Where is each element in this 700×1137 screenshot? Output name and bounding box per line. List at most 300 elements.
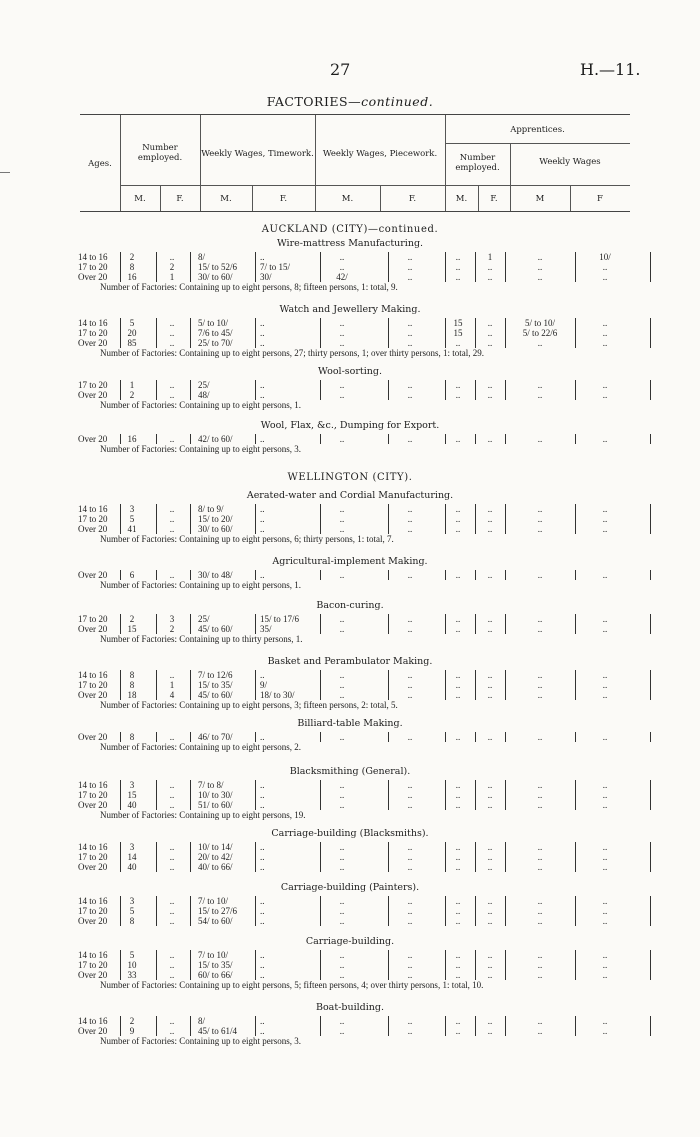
cell-pf: .. [407, 328, 413, 338]
cell-m: 3 [129, 842, 135, 852]
column-rule [320, 434, 321, 444]
table-row [70, 916, 650, 926]
column-rule [120, 842, 121, 872]
cell-pm: .. [339, 790, 345, 800]
cell-wf: .. [602, 624, 608, 634]
column-rule [190, 380, 191, 400]
cell-f: .. [169, 390, 175, 400]
cell-m: 2 [129, 614, 135, 624]
cell-pm: .. [339, 252, 345, 262]
cell-age: 17 to 20 [78, 328, 108, 338]
cell-wf: .. [602, 896, 608, 906]
column-rule [255, 896, 256, 926]
cell-am: .. [455, 896, 461, 906]
column-rule [120, 1016, 121, 1036]
table-row [70, 970, 650, 980]
cell-wm: .. [537, 272, 543, 282]
cell-tm: 10/ to 14/ [198, 842, 233, 852]
cell-af: .. [487, 272, 493, 282]
cell-tf: 15/ to 17/6 [260, 614, 300, 624]
cell-m: 18 [127, 690, 137, 700]
column-rule [505, 434, 506, 444]
cell-af: .. [487, 338, 493, 348]
column-rule [650, 318, 651, 348]
cell-wf: .. [602, 842, 608, 852]
table-header [80, 114, 630, 212]
cell-f: .. [169, 800, 175, 810]
cell-af: .. [487, 434, 493, 444]
cell-pm: .. [339, 842, 345, 852]
column-rule [320, 570, 321, 580]
cell-af: .. [487, 390, 493, 400]
cell-m: 40 [127, 800, 137, 810]
cell-af: 1 [487, 252, 493, 262]
cell-af: .. [487, 680, 493, 690]
cell-pf: .. [407, 380, 413, 390]
cell-pf: .. [407, 842, 413, 852]
table-row [70, 338, 650, 348]
cell-f: .. [169, 862, 175, 872]
table-row [70, 624, 650, 634]
cell-tf: .. [260, 318, 265, 328]
column-rule [156, 614, 157, 634]
column-rule [475, 670, 476, 700]
cell-age: Over 20 [78, 272, 108, 282]
column-rule [156, 380, 157, 400]
cell-f: 1 [169, 680, 175, 690]
cell-tm: 25/ [198, 614, 210, 624]
cell-age: Over 20 [78, 390, 108, 400]
cell-wf: .. [602, 680, 608, 690]
cell-am: .. [455, 1016, 461, 1026]
cell-pf: .. [407, 800, 413, 810]
column-rule [475, 380, 476, 400]
table-row [70, 380, 650, 390]
column-rule [320, 614, 321, 634]
column-rule [575, 252, 576, 282]
cell-af: .. [487, 780, 493, 790]
cell-tm: 42/ to 60/ [198, 434, 233, 444]
column-rule [575, 780, 576, 810]
city-heading-auckland: AUCKLAND (CITY)—continued. [261, 224, 439, 235]
cell-pm: .. [339, 514, 345, 524]
header-wages-f: F [597, 194, 603, 204]
cell-pf: .. [407, 852, 413, 862]
table-row [70, 1026, 650, 1036]
header-app-wages: Weekly Wages [539, 157, 601, 167]
cell-age: 14 to 16 [78, 318, 108, 328]
column-rule [120, 380, 121, 400]
cell-af: .. [487, 790, 493, 800]
cell-wm: .. [537, 252, 543, 262]
cell-age: 14 to 16 [78, 896, 108, 906]
column-rule [156, 670, 157, 700]
cell-tm: 7/6 to 45/ [198, 328, 233, 338]
column-rule [650, 252, 651, 282]
cell-wm: .. [537, 842, 543, 852]
table-row [70, 1016, 650, 1026]
cell-tm: 25/ to 70/ [198, 338, 233, 348]
table-row [70, 524, 650, 534]
cell-af: .. [487, 524, 493, 534]
cell-af: .. [487, 1026, 493, 1036]
cell-age: 14 to 16 [78, 1016, 108, 1026]
cell-wf: .. [602, 852, 608, 862]
cell-tf: .. [260, 570, 265, 580]
cell-pf: .. [407, 906, 413, 916]
header-time-f: F. [279, 194, 288, 204]
table-row [70, 862, 650, 872]
cell-m: 5 [129, 318, 135, 328]
cell-age: 14 to 16 [78, 670, 108, 680]
header-weekly-timework: Weekly Wages, Timework. [201, 149, 314, 159]
cell-wm: .. [537, 732, 543, 742]
column-rule [190, 504, 191, 534]
cell-am: .. [455, 434, 461, 444]
cell-m: 3 [129, 780, 135, 790]
cell-m: 15 [127, 790, 137, 800]
cell-pm: .. [339, 916, 345, 926]
column-rule [475, 842, 476, 872]
column-rule [320, 732, 321, 742]
factories-note: Number of Factories: Containing up to eight persons, 5; fifteen persons, 4; over thirty persons, 1: total, 10. [100, 980, 484, 990]
cell-age: 14 to 16 [78, 780, 108, 790]
cell-am: .. [455, 800, 461, 810]
column-rule [156, 896, 157, 926]
cell-tf: .. [260, 950, 265, 960]
cell-f: .. [169, 780, 175, 790]
cell-wf: .. [602, 1016, 608, 1026]
table-row [70, 896, 650, 906]
cell-f: .. [169, 524, 175, 534]
column-rule [505, 732, 506, 742]
cell-m: 15 [127, 624, 137, 634]
cell-af: .. [487, 262, 493, 272]
cell-wm: .. [537, 504, 543, 514]
cell-m: 10 [127, 960, 137, 970]
section-title: Carriage-building. [305, 936, 395, 947]
column-rule [505, 896, 506, 926]
section-title: Watch and Jewellery Making. [279, 304, 421, 315]
cell-am: .. [455, 680, 461, 690]
column-rule [475, 614, 476, 634]
table-row [70, 852, 650, 862]
cell-pm: .. [339, 390, 345, 400]
cell-tf: .. [260, 1016, 265, 1026]
column-rule [650, 780, 651, 810]
cell-wf: .. [602, 916, 608, 926]
header-weekly-piecework: Weekly Wages, Piecework. [322, 149, 438, 159]
column-rule [156, 842, 157, 872]
cell-m: 20 [127, 328, 137, 338]
section-title: Aerated-water and Cordial Manufacturing. [246, 490, 454, 501]
cell-tf: .. [260, 328, 265, 338]
column-rule [475, 1016, 476, 1036]
cell-m: 2 [129, 252, 135, 262]
cell-pm: .. [339, 670, 345, 680]
cell-wf: .. [602, 262, 608, 272]
cell-tf: .. [260, 524, 265, 534]
header-app-m: M. [455, 194, 468, 204]
column-rule [575, 570, 576, 580]
column-rule [190, 670, 191, 700]
cell-m: 3 [129, 504, 135, 514]
cell-af: .. [487, 690, 493, 700]
column-rule [255, 380, 256, 400]
cell-tf: .. [260, 862, 265, 872]
cell-am: .. [455, 916, 461, 926]
column-rule [255, 842, 256, 872]
column-rule [120, 614, 121, 634]
table-row [70, 780, 650, 790]
cell-pm: .. [339, 690, 345, 700]
section-title: Basket and Perambulator Making. [267, 656, 433, 667]
cell-m: 33 [127, 970, 137, 980]
column-rule [120, 896, 121, 926]
cell-af: .. [487, 896, 493, 906]
document-code: H.—11. [580, 60, 641, 79]
header-app-f: F. [490, 194, 498, 204]
section-title: Billiard-table Making. [297, 718, 403, 729]
column-rule [505, 670, 506, 700]
cell-f: 1 [169, 272, 175, 282]
cell-pm: .. [339, 1026, 345, 1036]
column-rule [120, 780, 121, 810]
cell-m: 9 [129, 1026, 135, 1036]
cell-tm: 30/ to 60/ [198, 524, 233, 534]
header-piece-m: M. [341, 194, 354, 204]
cell-m: 5 [129, 950, 135, 960]
column-rule [445, 570, 446, 580]
column-rule [388, 670, 389, 700]
cell-wm: .. [537, 896, 543, 906]
cell-tf: 30/ [260, 272, 272, 282]
cell-wf: .. [602, 318, 608, 328]
cell-f: .. [169, 960, 175, 970]
column-rule [190, 318, 191, 348]
column-rule [575, 670, 576, 700]
column-rule [190, 780, 191, 810]
cell-am: .. [455, 842, 461, 852]
column-rule [156, 252, 157, 282]
column-rule [505, 950, 506, 980]
cell-am: .. [455, 862, 461, 872]
cell-m: 16 [127, 434, 137, 444]
column-rule [445, 252, 446, 282]
cell-pf: .. [407, 262, 413, 272]
cell-m: 8 [129, 670, 135, 680]
column-rule [255, 504, 256, 534]
column-rule [255, 732, 256, 742]
cell-m: 3 [129, 896, 135, 906]
cell-tm: 51/ to 60/ [198, 800, 233, 810]
column-rule [320, 670, 321, 700]
table-row [70, 252, 650, 262]
table-row [70, 950, 650, 960]
cell-wm: .. [537, 800, 543, 810]
cell-tf: .. [260, 906, 265, 916]
cell-pm: .. [339, 780, 345, 790]
cell-af: .. [487, 670, 493, 680]
column-rule [475, 504, 476, 534]
cell-pf: .. [407, 970, 413, 980]
cell-tm: 8/ [198, 1016, 206, 1026]
cell-am: .. [455, 624, 461, 634]
cell-wf: .. [602, 614, 608, 624]
cell-pf: .. [407, 272, 413, 282]
cell-age: Over 20 [78, 624, 108, 634]
cell-af: .. [487, 318, 493, 328]
cell-f: .. [169, 252, 175, 262]
cell-pm: .. [339, 524, 345, 534]
cell-am: .. [455, 338, 461, 348]
cell-f: .. [169, 338, 175, 348]
column-rule [190, 950, 191, 980]
title-continued: continued. [361, 94, 434, 109]
column-rule [505, 380, 506, 400]
column-rule [388, 842, 389, 872]
column-rule [255, 670, 256, 700]
cell-am: .. [455, 380, 461, 390]
cell-wm: .. [537, 690, 543, 700]
factories-note: Number of Factories: Containing up to eight persons, 3. [100, 444, 301, 454]
cell-wf: .. [602, 862, 608, 872]
column-rule [156, 1016, 157, 1036]
column-rule [388, 318, 389, 348]
cell-f: .. [169, 434, 175, 444]
cell-pf: .. [407, 690, 413, 700]
cell-pm: .. [339, 614, 345, 624]
factories-note: Number of Factories: Containing up to eight persons, 27; thirty persons, 1; over thirty persons, 1: total, 29. [100, 348, 484, 358]
cell-f: .. [169, 328, 175, 338]
cell-tf: 7/ to 15/ [260, 262, 291, 272]
column-rule [320, 842, 321, 872]
column-rule [388, 950, 389, 980]
column-rule [445, 318, 446, 348]
column-rule [445, 614, 446, 634]
table-row [70, 272, 650, 282]
column-rule [388, 780, 389, 810]
cell-f: .. [169, 380, 175, 390]
cell-tm: 10/ to 30/ [198, 790, 233, 800]
column-rule [156, 434, 157, 444]
cell-tf: 18/ to 30/ [260, 690, 295, 700]
cell-wm: .. [537, 960, 543, 970]
header-number-employed: Number employed. [137, 143, 183, 163]
table-row [70, 504, 650, 514]
margin-mark [0, 172, 10, 173]
column-rule [650, 732, 651, 742]
column-rule [575, 896, 576, 926]
cell-pm: .. [339, 862, 345, 872]
column-rule [445, 842, 446, 872]
cell-tm: 7/ to 8/ [198, 780, 224, 790]
column-rule [575, 434, 576, 444]
cell-f: .. [169, 1026, 175, 1036]
column-rule [575, 950, 576, 980]
column-rule [505, 780, 506, 810]
cell-f: .. [169, 318, 175, 328]
cell-tf: 9/ [260, 680, 268, 690]
cell-f: 2 [169, 262, 175, 272]
column-rule [650, 614, 651, 634]
cell-m: 8 [129, 916, 135, 926]
cell-af: .. [487, 970, 493, 980]
cell-af: .. [487, 1016, 493, 1026]
cell-pf: .. [407, 338, 413, 348]
cell-wf: .. [602, 390, 608, 400]
cell-pf: .. [407, 670, 413, 680]
cell-pf: .. [407, 504, 413, 514]
cell-pm: .. [339, 680, 345, 690]
column-rule [255, 570, 256, 580]
column-rule [190, 614, 191, 634]
cell-af: .. [487, 328, 493, 338]
cell-tf: .. [260, 390, 265, 400]
cell-am: .. [455, 906, 461, 916]
cell-wf: .. [602, 906, 608, 916]
column-rule [650, 670, 651, 700]
cell-tm: 54/ to 60/ [198, 916, 233, 926]
cell-pf: .. [407, 950, 413, 960]
column-rule [388, 1016, 389, 1036]
column-rule [505, 842, 506, 872]
cell-pm: .. [339, 380, 345, 390]
cell-wm: .. [537, 780, 543, 790]
cell-pf: .. [407, 1026, 413, 1036]
cell-age: Over 20 [78, 732, 108, 742]
column-rule [650, 1016, 651, 1036]
cell-wm: .. [537, 624, 543, 634]
cell-pf: .. [407, 624, 413, 634]
table-row [70, 680, 650, 690]
cell-wf: .. [602, 960, 608, 970]
table-row [70, 514, 650, 524]
cell-tf: .. [260, 252, 265, 262]
cell-pm: .. [339, 328, 345, 338]
cell-af: .. [487, 614, 493, 624]
column-rule [120, 950, 121, 980]
cell-tm: 15/ to 35/ [198, 680, 233, 690]
column-rule [255, 780, 256, 810]
column-rule [575, 614, 576, 634]
column-rule [388, 896, 389, 926]
cell-age: 14 to 16 [78, 950, 108, 960]
column-rule [388, 504, 389, 534]
column-rule [445, 732, 446, 742]
column-rule [190, 1016, 191, 1036]
cell-age: 17 to 20 [78, 514, 108, 524]
cell-tm: 60/ to 66/ [198, 970, 233, 980]
cell-am: .. [455, 780, 461, 790]
cell-am: .. [455, 524, 461, 534]
column-rule [320, 318, 321, 348]
column-rule [255, 614, 256, 634]
section-title: Wire-mattress Manufacturing. [276, 238, 424, 249]
cell-tm: 15/ to 35/ [198, 960, 233, 970]
cell-age: Over 20 [78, 524, 108, 534]
cell-wf: .. [602, 950, 608, 960]
cell-af: .. [487, 570, 493, 580]
cell-age: Over 20 [78, 970, 108, 980]
cell-tf: .. [260, 960, 265, 970]
cell-age: Over 20 [78, 862, 108, 872]
cell-f: .. [169, 504, 175, 514]
cell-pf: .. [407, 570, 413, 580]
cell-am: .. [455, 852, 461, 862]
title-main: FACTORIES— [266, 94, 362, 109]
column-rule [120, 434, 121, 444]
